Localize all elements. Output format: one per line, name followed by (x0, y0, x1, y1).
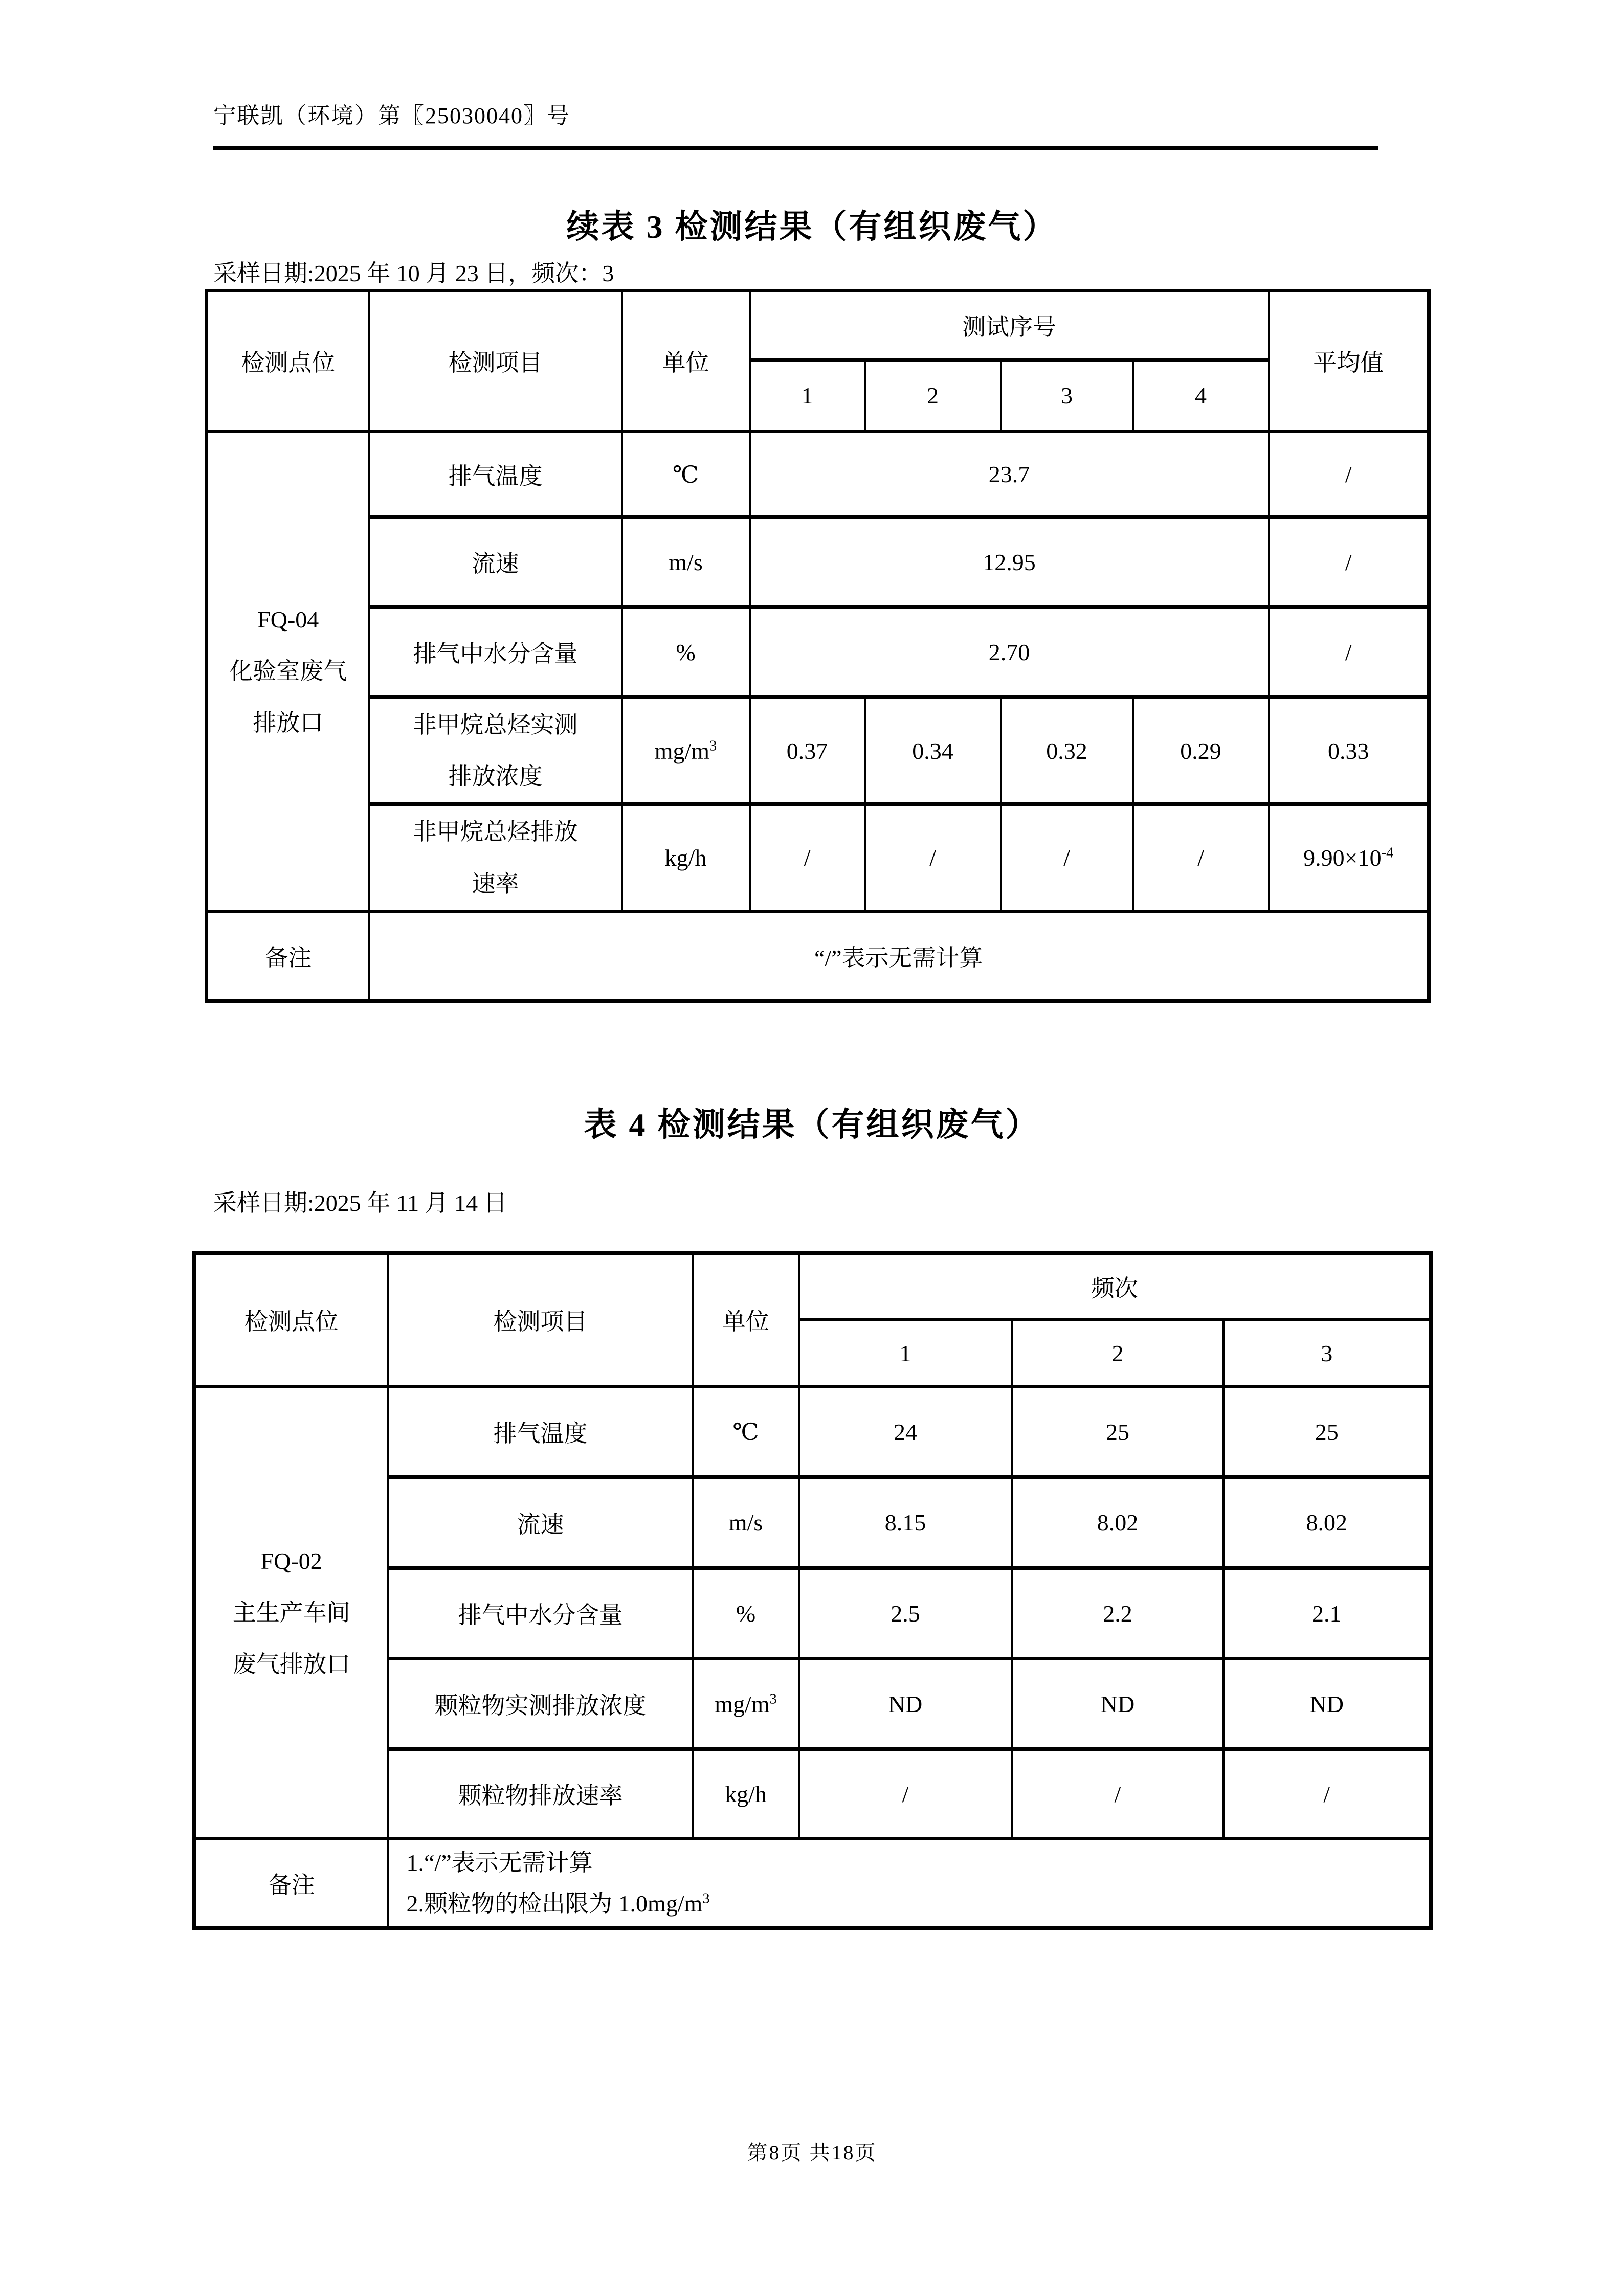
series-col-header: 2 (865, 360, 1001, 432)
section2-title: 表 4 检测结果（有组织废气） (584, 1107, 1040, 1143)
table-row (207, 291, 1429, 360)
table-row (207, 697, 1429, 804)
value-cell: 0.29 (1133, 697, 1269, 804)
item-line: 排放浓度 (448, 763, 543, 790)
value-cell: 23.7 (750, 432, 1269, 517)
unit-cell (622, 697, 750, 804)
value-cell: 8.02 (1223, 1477, 1431, 1568)
note-line-base: 2.颗粒物的检出限为 1.0mg/m (406, 1890, 703, 1917)
average-cell: / (1269, 517, 1429, 607)
note-line (407, 1883, 1430, 1925)
item-cell (369, 697, 622, 804)
unit-cell (693, 1659, 799, 1749)
note-text (388, 1839, 1431, 1928)
average-cell: 0.33 (1269, 697, 1429, 804)
col-header-average: 平均值 (1269, 291, 1429, 432)
item-cell (369, 804, 622, 911)
table-row (207, 911, 1429, 1001)
value-cell: 25 (1223, 1387, 1431, 1477)
table-4-results (192, 1251, 1433, 1930)
col-header-frequency: 频次 (799, 1253, 1431, 1320)
value-cell: ND (799, 1659, 1012, 1749)
unit-cell: ℃ (693, 1387, 799, 1477)
value-cell: / (799, 1749, 1012, 1839)
point-desc: 主生产车间 (232, 1599, 350, 1626)
value-cell: 0.32 (1001, 697, 1133, 804)
value-cell: / (1133, 804, 1269, 911)
page-number-footer: 第8页 共18页 (747, 2141, 877, 2164)
table-row (207, 517, 1429, 607)
section2-sampling-date: 采样日期:2025 年 11 月 14 日 (213, 1190, 507, 1216)
note-line-exponent: 3 (702, 1890, 710, 1907)
col-header-point: 检测点位 (194, 1253, 388, 1387)
item-line: 非甲烷总烃排放 (413, 819, 578, 845)
frequency-col-header: 3 (1223, 1320, 1431, 1387)
point-id: FQ-02 (260, 1547, 322, 1574)
frequency-col-header: 2 (1012, 1320, 1223, 1387)
item-line: 速率 (472, 870, 519, 897)
value-cell: ND (1012, 1659, 1223, 1749)
point-id: FQ-04 (257, 606, 319, 633)
unit-cell: % (693, 1568, 799, 1659)
point-desc: 废气排放口 (232, 1651, 350, 1678)
value-cell: 8.15 (799, 1477, 1012, 1568)
unit-text: mg/m (654, 737, 710, 764)
unit-cell: kg/h (693, 1749, 799, 1839)
header-divider-line (213, 146, 1378, 150)
table-row (207, 607, 1429, 697)
average-cell: / (1269, 607, 1429, 697)
value-cell: / (1001, 804, 1133, 911)
average-base: 9.90×10 (1303, 845, 1382, 871)
value-cell: / (865, 804, 1001, 911)
table-row (207, 432, 1429, 517)
item-cell: 排气温度 (388, 1387, 693, 1477)
col-header-point: 检测点位 (207, 291, 369, 432)
unit-exponent: 3 (709, 738, 717, 754)
value-cell: ND (1223, 1659, 1431, 1749)
value-cell: 2.5 (799, 1568, 1012, 1659)
value-cell: 2.2 (1012, 1568, 1223, 1659)
average-cell (1269, 804, 1429, 911)
value-cell: 25 (1012, 1387, 1223, 1477)
table-row (194, 1253, 1431, 1320)
frequency-col-header: 1 (799, 1320, 1012, 1387)
note-label: 备注 (194, 1839, 388, 1928)
value-cell: 0.34 (865, 697, 1001, 804)
report-number-header: 宁联凯（环境）第〖25030040〗号 (213, 103, 570, 128)
average-exponent: -4 (1381, 845, 1394, 861)
value-cell: 24 (799, 1387, 1012, 1477)
unit-text: mg/m (715, 1691, 770, 1717)
value-cell: / (750, 804, 865, 911)
item-cell: 排气中水分含量 (369, 607, 622, 697)
value-cell: / (1012, 1749, 1223, 1839)
unit-exponent: 3 (769, 1691, 777, 1707)
note-line: 1.“/”表示无需计算 (406, 1849, 593, 1876)
note-text: “/”表示无需计算 (369, 911, 1429, 1001)
value-cell: 12.95 (750, 517, 1269, 607)
section1-sampling-date: 采样日期:2025 年 10 月 23 日，频次：3 (213, 260, 614, 286)
series-col-header: 3 (1001, 360, 1133, 432)
table-row (207, 804, 1429, 911)
col-header-unit: 单位 (693, 1253, 799, 1387)
unit-cell: ℃ (622, 432, 750, 517)
note-label: 备注 (207, 911, 369, 1001)
table-row (194, 1839, 1431, 1928)
table-3-continued-results (205, 289, 1431, 1003)
col-header-item: 检测项目 (369, 291, 622, 432)
section1-title: 续表 3 检测结果（有组织废气） (566, 209, 1058, 245)
value-cell: 8.02 (1012, 1477, 1223, 1568)
unit-cell: m/s (622, 517, 750, 607)
col-header-item: 检测项目 (388, 1253, 693, 1387)
item-cell: 排气温度 (369, 432, 622, 517)
item-cell: 排气中水分含量 (388, 1568, 693, 1659)
average-cell: / (1269, 432, 1429, 517)
point-desc: 排放口 (253, 710, 324, 736)
item-cell: 颗粒物实测排放浓度 (388, 1659, 693, 1749)
unit-cell: kg/h (622, 804, 750, 911)
value-cell: 2.1 (1223, 1568, 1431, 1659)
item-line: 非甲烷总烃实测 (413, 712, 578, 738)
value-cell: 0.37 (750, 697, 865, 804)
value-cell: 2.70 (750, 607, 1269, 697)
series-col-header: 4 (1133, 360, 1269, 432)
monitoring-point-cell (207, 432, 369, 912)
unit-cell: m/s (693, 1477, 799, 1568)
item-cell: 颗粒物排放速率 (388, 1749, 693, 1839)
table-row (194, 1387, 1431, 1477)
value-cell: / (1223, 1749, 1431, 1839)
unit-cell: % (622, 607, 750, 697)
item-cell: 流速 (369, 517, 622, 607)
monitoring-point-cell (194, 1387, 388, 1839)
point-desc: 化验室废气 (229, 658, 347, 685)
item-cell: 流速 (388, 1477, 693, 1568)
col-header-series: 测试序号 (750, 291, 1269, 360)
col-header-unit: 单位 (622, 291, 750, 432)
series-col-header: 1 (750, 360, 865, 432)
